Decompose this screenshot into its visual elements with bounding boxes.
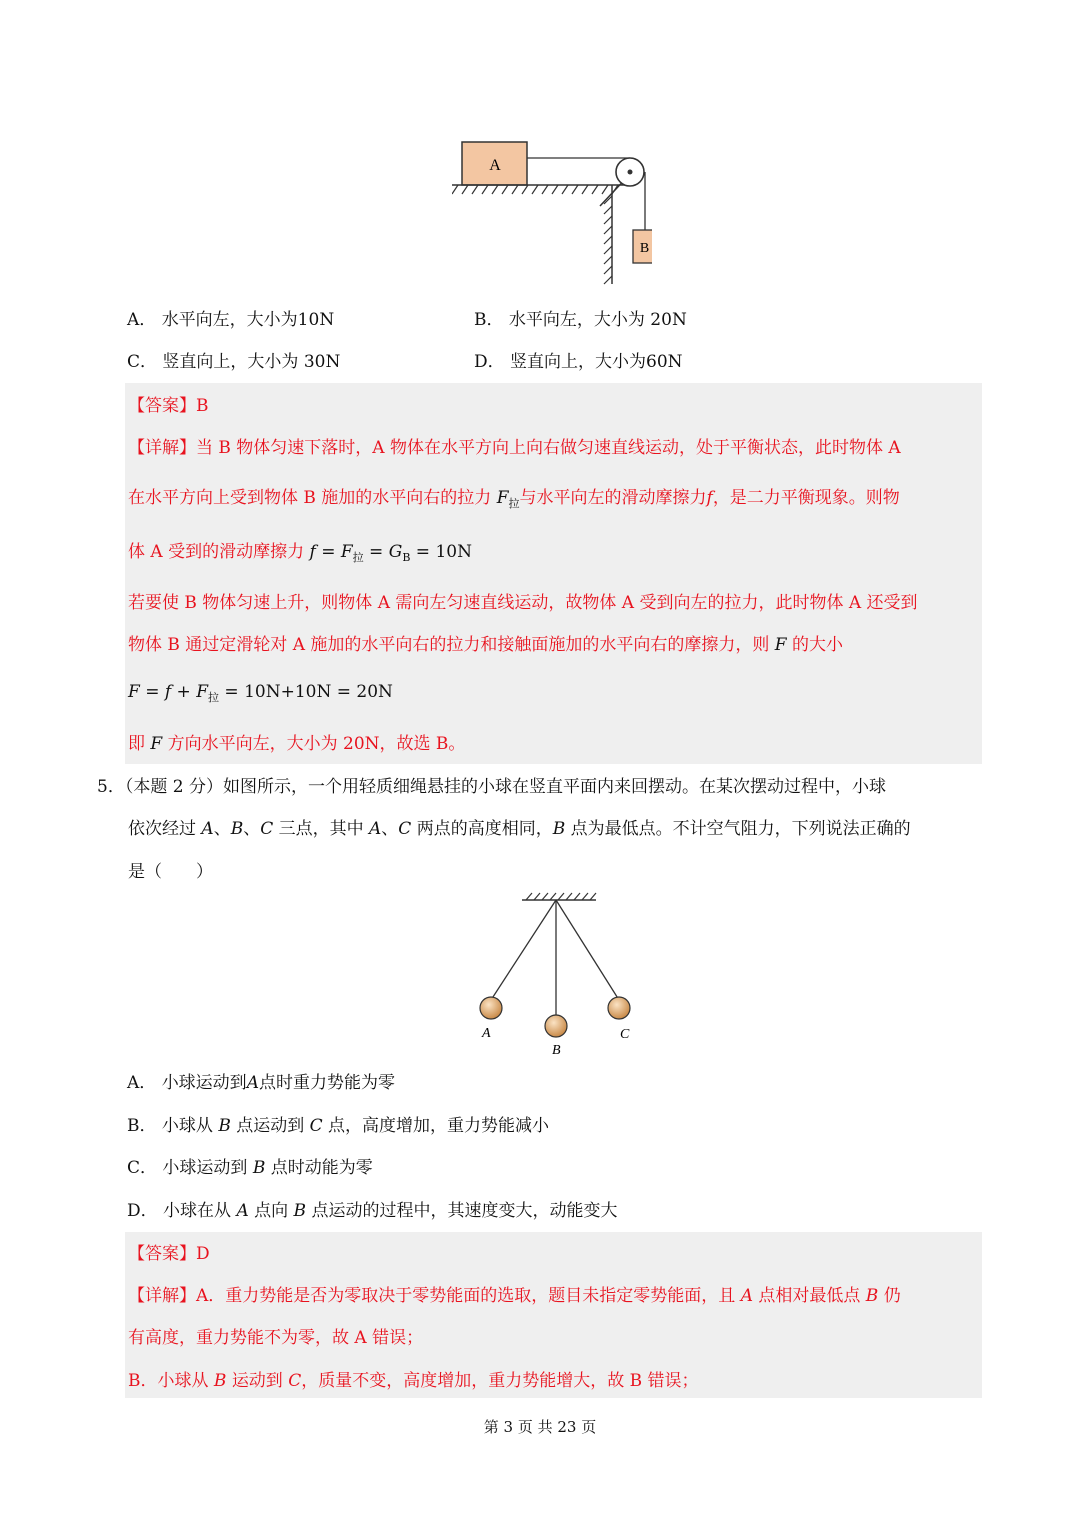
label-c: C bbox=[620, 1027, 630, 1042]
q5-option-b: B． 小球从 B 点运动到 C 点，高度增加，重力势能减小 bbox=[127, 1116, 550, 1136]
q4-option-c: C． 竖直向上，大小为 30N bbox=[127, 352, 341, 372]
label-b: B bbox=[552, 1043, 561, 1058]
q5-explain-line3: B．小球从 B 运动到 C，质量不变，高度增加，重力势能增大，故 B 错误； bbox=[128, 1371, 699, 1391]
q5-stem-line1: 5．（本题 2 分）如图所示，一个用轻质细绳悬挂的小球在竖直平面内来回摆动。在某次摆动过程中，小球 bbox=[97, 777, 886, 797]
q5-option-c: C． 小球运动到 B 点时动能为零 bbox=[127, 1158, 373, 1178]
q5-answer: 【答案】D bbox=[128, 1244, 210, 1264]
q5-option-d: D． 小球在从 A 点向 B 点运动的过程中，其速度变大，动能变大 bbox=[127, 1201, 618, 1221]
q4-explain-line4: 若要使 B 物体匀速上升，则物体 A 需向左匀速直线运动，故物体 A 受到向左的拉力，此时物体 A 还受到 bbox=[128, 593, 918, 613]
q4-equation-2: $F = f + F_拉 = 10N+10N = 20N$ bbox=[128, 682, 393, 704]
q4-equation-1: $f = F_拉 = G_B = 10N$ bbox=[309, 542, 472, 564]
q5-stem-line3: 是（ ） bbox=[128, 862, 213, 882]
q4-explain-line5: 物体 B 通过定滑轮对 A 施加的水平向右的拉力和接触面施加的水平向右的摩擦力，则 F 的大小 bbox=[128, 635, 843, 655]
q4-option-b: B． 水平向左，大小为 20N bbox=[474, 310, 687, 330]
block-b-label: B bbox=[639, 241, 650, 256]
q5-explain-line1: 【详解】A．重力势能是否为零取决于零势能面的选取，题目未指定零势能面，且 A 点相对最低点 B 仍 bbox=[128, 1286, 901, 1306]
q4-option-a: A． 水平向左，大小为10N bbox=[127, 310, 335, 330]
q4-explain-line2: 在水平方向上受到物体 B 施加的水平向右的拉力 $F_拉$与水平向左的滑动摩擦力f，是二力平衡现象。则物 bbox=[128, 488, 900, 510]
page-footer: 第 3 页 共 23 页 bbox=[483, 1418, 597, 1436]
q4-explain-line3: 体 A 受到的滑动摩擦力 $f = F_拉 = G_B = 10N$ bbox=[128, 542, 472, 564]
pendulum-figure bbox=[470, 890, 650, 1060]
q4-option-d: D． 竖直向上，大小为60N bbox=[474, 352, 683, 372]
q5-stem-line2: 依次经过 A、B、C 三点，其中 A、C 两点的高度相同，B 点为最低点。不计空气阻力，下列说法正确的 bbox=[128, 819, 911, 839]
ball-a bbox=[480, 997, 502, 1019]
ball-c bbox=[608, 997, 630, 1019]
q5-explain-line2: 有高度，重力势能不为零，故 A 错误； bbox=[128, 1328, 424, 1348]
label-a: A bbox=[482, 1026, 491, 1041]
pulley-figure bbox=[452, 134, 652, 294]
q5-option-a: A． 小球运动到A点时重力势能为零 bbox=[127, 1073, 395, 1093]
ball-b bbox=[545, 1015, 567, 1037]
block-a-label: A bbox=[489, 157, 501, 174]
q4-explain-conclusion: 即 F 方向水平向左，大小为 20N，故选 B。 bbox=[128, 734, 466, 754]
q4-answer: 【答案】B bbox=[128, 396, 209, 416]
q4-explain-line1: 【详解】当 B 物体匀速下落时，A 物体在水平方向上向右做匀速直线运动，处于平衡状态，此时物体 A bbox=[128, 438, 901, 458]
